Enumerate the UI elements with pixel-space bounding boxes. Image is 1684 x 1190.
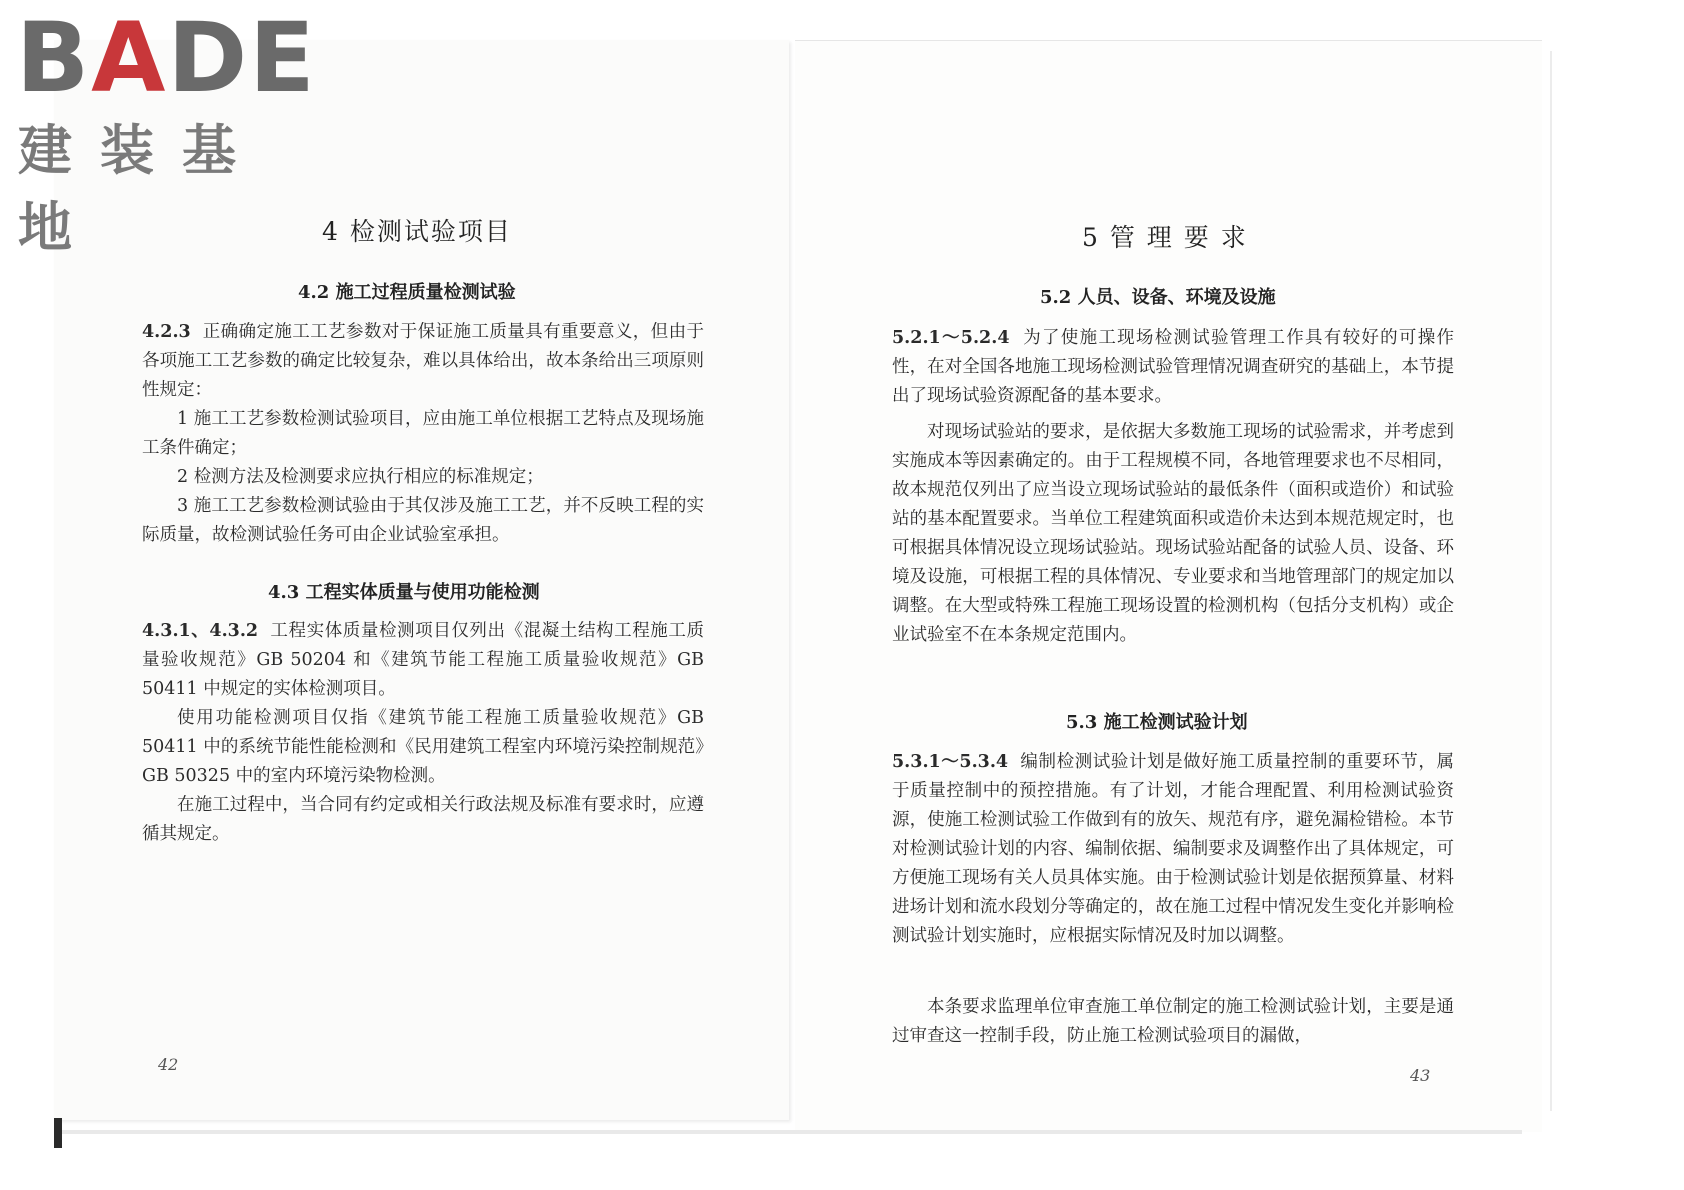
page-number-right: 43 [1410,1066,1431,1085]
logo-letter-a: A [91,2,168,114]
logo-chinese: 建装基地 [18,119,264,259]
contract-paragraph: 在施工过程中，当合同有约定或相关行政法规及标准有要求时，应遵循其规定。 [142,795,704,844]
clause-5-2-1 [892,324,1454,411]
clause-5-3-1 [892,748,1454,951]
page-bottom-shadow [62,1130,1522,1134]
chapter-4-title: 4 检测试验项目 [322,217,512,246]
logo-wordmark [16,2,317,114]
section-5-3-title: 5.3 施工检测试验计划 [1066,712,1248,733]
binding-mark [54,1118,62,1148]
clause-number: 5.2.1～5.2.4 [892,328,1010,348]
section-5-2-title: 5.2 人员、设备、环境及设施 [1040,287,1276,308]
functional-test-paragraph: 使用功能检测项目仅指《建筑节能工程施工质量验收规范》GB 50411 中的系统节能性能检测和《民用建筑工程室内环境污染控制规范》GB 50325 中的室内环境污染物检测。 [142,708,704,786]
logo-letter-b: B [16,2,92,114]
chapter-5-title: 5 管 理 要 求 [1082,223,1248,252]
clause-text: 工程实体质量检测项目仅列出《混凝土结构工程施工质量验收规范》GB 50204 和《建筑节能工程施工质量验收规范》GB 50411 中规定的实体检测项目。 [142,621,704,699]
clause-4-2-3-item-3: 3 施工工艺参数检测试验由于其仅涉及施工工艺，并不反映工程的实际质量，故检测试验任务可由企业试验室承担。 [142,496,704,545]
clause-4-2-3-item-1: 1 施工工艺参数检测试验项目，应由施工单位根据工艺特点及现场施工条件确定； [142,409,704,458]
page-number-left: 42 [158,1055,179,1074]
clause-4-2-3 [142,318,704,405]
clause-number: 4.2.3 [142,322,191,342]
section-4-2-title: 4.2 施工过程质量检测试验 [298,282,516,303]
clause-number: 4.3.1、4.3.2 [142,621,259,641]
logo-letters-de: DE [167,2,317,114]
supervision-paragraph: 本条要求监理单位审查施工单位制定的施工检测试验计划，主要是通过审查这一控制手段，防止施工检测试验项目的漏做， [892,997,1454,1046]
clause-text: 为了使施工现场检测试验管理工作具有较好的可操作性，在对全国各地施工现场检测试验管理情况调查研究的基础上，本节提出了现场试验资源配备的基本要求。 [892,328,1454,406]
clause-text: 正确确定施工工艺参数对于保证施工质量具有重要意义，但由于各项施工工艺参数的确定比较复杂，难以具体给出，故本条给出三项原则性规定： [142,322,704,400]
section-4-3-title: 4.3 工程实体质量与使用功能检测 [268,582,540,603]
test-station-paragraph: 对现场试验站的要求，是依据大多数施工现场的试验需求，并考虑到实施成本等因素确定的。由于工程规模不同，各地管理要求也不尽相同，故本规范仅列出了应当设立现场试验站的最低条件（面积或造价）和试验站的基本配置要求。当单位工程建筑面积或造价未达到本规范规定时，也可根据具体情况设立现场试验站。现场试验站配备的试验人员、设备、环境及设施，可根据工程的具体情况、专业要求和当地管理部门的规定加以调整。在大型或特殊工程施工现场设置的检测机构（包括分支机构）或企业试验室不在本条规定范围内。 [892,422,1454,645]
clause-number: 5.3.1～5.3.4 [892,752,1009,772]
clause-4-3-1 [142,617,704,704]
bade-logo [14,2,334,259]
clause-text: 编制检测试验计划是做好施工质量控制的重要环节，属于质量控制中的预控措施。有了计划，才能合理配置、利用检测试验资源，使施工检测试验工作做到有的放矢、规范有序，避免漏检错检。本节对检测试验计划的内容、编制依据、编制要求及调整作出了具体规定，可方便施工现场有关人员具体实施。由于检测试验计划是依据预算量、材料进场计划和流水段划分等确定的，故在施工过程中情况发生变化并影响检测试验计划实施时，应根据实际情况及时加以调整。 [892,752,1454,946]
clause-4-2-3-item-2: 2 检测方法及检测要求应执行相应的标准规定； [177,467,544,487]
